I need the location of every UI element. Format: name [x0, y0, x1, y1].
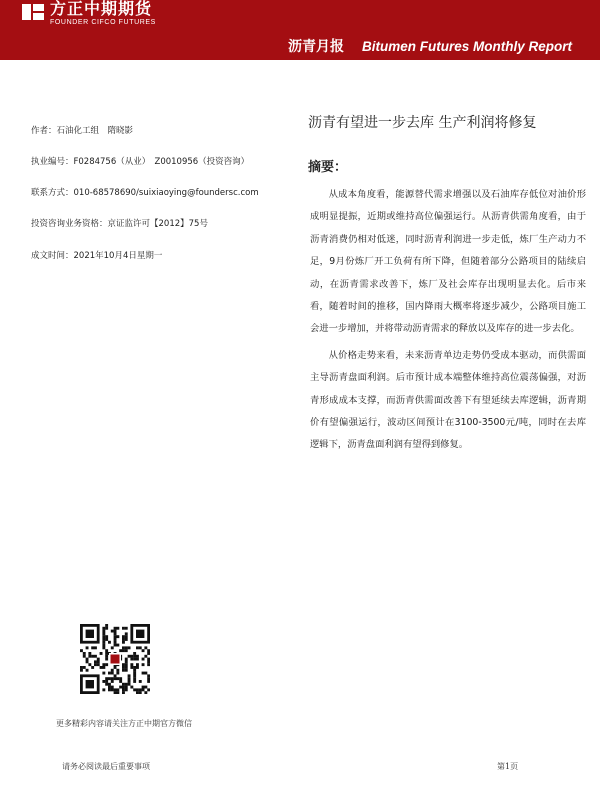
company-name-cn: 方正中期期货 [50, 0, 153, 18]
page-number: 第1页 [497, 762, 519, 771]
abstract-paragraph: 从价格走势来看，未来沥青单边走势仍受成本驱动，而供需面主导沥青盘面利润。后市预计成本端整体维持高位震荡偏强，对沥青形成成本支撑，而沥青供需面改善下有望延续去库逻辑，沥青期价有望偏强运行，波动区间预计在3100-3500元/吨，同时在去库逻辑下，沥青盘面利润有望得到修复。 [310, 349, 586, 451]
license-line: 执业编号：F0284756（从业） Z0010956（投资咨询） [31, 157, 250, 167]
report-title-cn: 沥青月报 [288, 39, 344, 55]
header-banner [0, 0, 600, 60]
report-title-en: Bitumen Futures Monthly Report [362, 38, 572, 54]
abstract-label: 摘要： [308, 160, 348, 175]
wechat-qr-code-icon [80, 624, 150, 694]
company-logo [22, 0, 156, 30]
author-line: 作者：石油化工组 隋晓影 [31, 126, 134, 136]
abstract-body [310, 184, 586, 461]
contact-line: 联系方式：010-68578690/suixiaoying@foundersc.com [31, 188, 259, 198]
abstract-paragraph: 从成本角度看，能源替代需求增强以及石油库存低位对油价形成明显提振，近期或维持高位偏强运行。从沥青供需角度看，由于沥青消费仍相对低迷，同时沥青利润进一步走低，炼厂生产动力不足，9月份炼厂开工负荷有所下降，但随着部分公路项目的陆续启动，在沥青需求改善下，炼厂及社会库存出现明显去化。后市来看，随着时间的推移，国内降雨大概率将逐步减少，公路项目施工会进一步增加，并将带动沥青需求的释放以及库存的进一步去化。 [310, 189, 586, 335]
article-headline: 沥青有望进一步去库 生产利润将修复 [308, 115, 537, 131]
qr-caption: 更多精彩内容请关注方正中期官方微信 [56, 719, 192, 728]
founder-logo-icon [22, 2, 44, 22]
company-name-en: FOUNDER CIFCO FUTURES [50, 19, 156, 26]
qualification-line: 投资咨询业务资格：京证监许可【2012】75号 [31, 219, 208, 229]
footer-disclaimer: 请务必阅读最后重要事项 [62, 762, 150, 771]
date-line: 成文时间：2021年10月4日星期一 [31, 251, 163, 261]
report-title [288, 36, 572, 56]
